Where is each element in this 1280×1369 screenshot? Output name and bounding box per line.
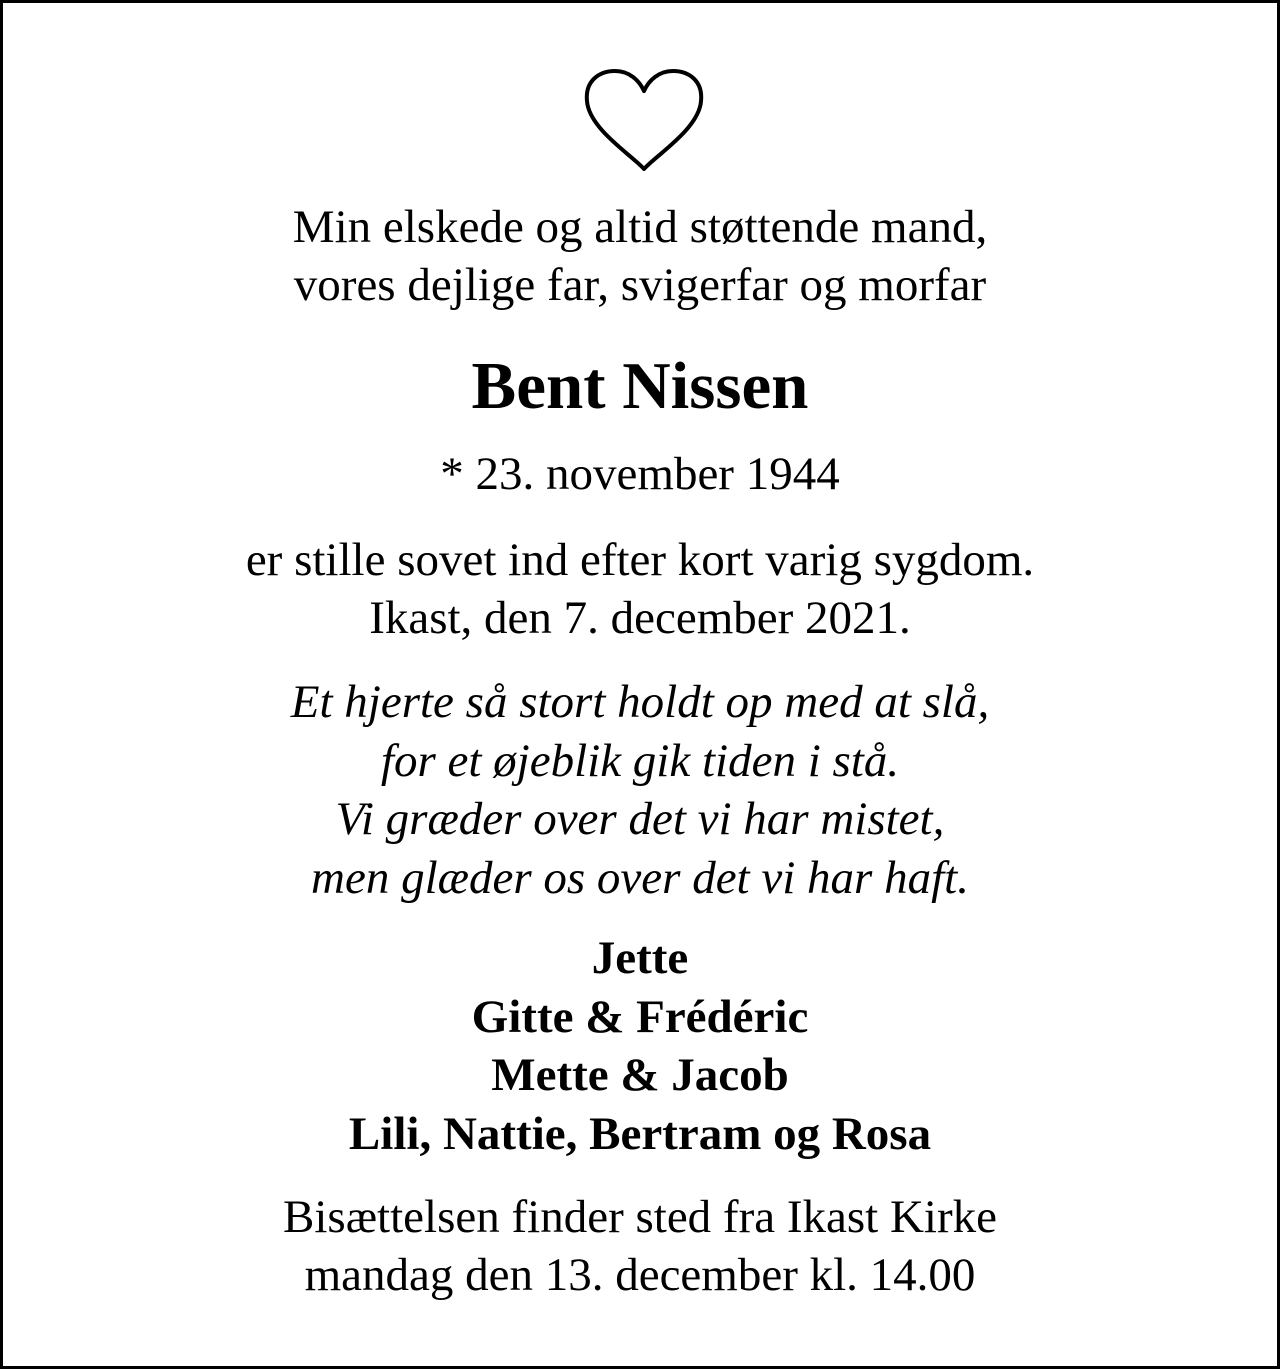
poem-line: for et øjeblik gik tiden i stå.: [380, 734, 900, 787]
family-line: Mette & Jacob: [491, 1049, 789, 1101]
funeral-info: [3, 1188, 1277, 1304]
poem-line: men glæder os over det vi har haft.: [311, 851, 969, 904]
poem-line: Et hjerte så stort holdt op med at slå,: [290, 676, 990, 728]
death-line: Ikast, den 7. december 2021.: [369, 592, 911, 644]
family-signatures: [3, 929, 1277, 1163]
funeral-line: mandag den 13. december kl. 14.00: [304, 1249, 976, 1301]
family-line: Gitte & Frédéric: [471, 990, 809, 1043]
memorial-poem: [3, 673, 1277, 907]
intro-line: Min elskede og altid støttende mand,: [292, 201, 988, 253]
birth-date: * 23. november 1944: [440, 448, 840, 500]
family-line: Lili, Nattie, Bertram og Rosa: [348, 1107, 932, 1160]
death-notice: [3, 531, 1277, 647]
family-line: Jette: [591, 932, 689, 984]
intro-text: [3, 198, 1277, 314]
funeral-line: Bisættelsen finder sted fra Ikast Kirke: [283, 1191, 997, 1243]
death-line: er stille sovet ind efter kort varig sygdom.: [245, 534, 1035, 586]
heart-outline-icon: [581, 67, 707, 175]
poem-line: Vi græder over det vi har mistet,: [335, 793, 945, 845]
intro-line: vores dejlige far, svigerfar og morfar: [293, 259, 987, 311]
deceased-name: Bent Nissen: [471, 349, 809, 423]
